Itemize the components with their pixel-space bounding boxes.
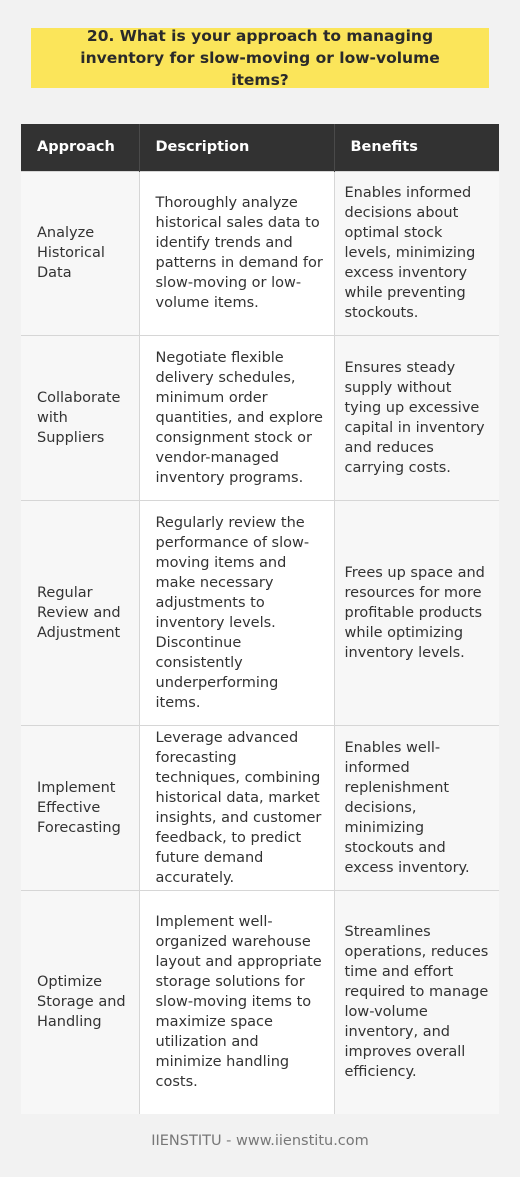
- table-row: [21, 171, 499, 335]
- description-cell: Leverage advanced forecasting techniques, combining historical data, market insights, and customer feedback, to predict future demand accurately.: [139, 725, 334, 890]
- approach-cell: Regular Review and Adjustment: [21, 500, 139, 725]
- approach-table: [21, 124, 499, 1114]
- benefits-cell: Enables informed decisions about optimal stock levels, minimizing excess inventory while preventing stockouts.: [334, 171, 499, 335]
- table-header-row: [21, 124, 499, 171]
- benefits-cell: Enables well-informed replenishment decisions, minimizing stockouts and excess inventory.: [334, 725, 499, 890]
- table-row: [21, 725, 499, 890]
- header-benefits: Benefits: [334, 124, 499, 171]
- approach-cell: Analyze Historical Data: [21, 171, 139, 335]
- approach-cell: Implement Effective Forecasting: [21, 725, 139, 890]
- table-row: [21, 500, 499, 725]
- header-description: Description: [139, 124, 334, 171]
- approach-cell: Collaborate with Suppliers: [21, 335, 139, 500]
- description-cell: Regularly review the performance of slow-moving items and make necessary adjustments to inventory levels. Discontinue consistently underperforming items.: [139, 500, 334, 725]
- benefits-cell: Ensures steady supply without tying up excessive capital in inventory and reduces carrying costs.: [334, 335, 499, 500]
- description-cell: Negotiate flexible delivery schedules, minimum order quantities, and explore consignment stock or vendor-managed inventory programs.: [139, 335, 334, 500]
- description-cell: Implement well-organized warehouse layout and appropriate storage solutions for slow-moving items to maximize space utilization and minimize handling costs.: [139, 890, 334, 1114]
- description-cell: Thoroughly analyze historical sales data to identify trends and patterns in demand for slow-moving or low-volume items.: [139, 171, 334, 335]
- header-approach: Approach: [21, 124, 139, 171]
- benefits-cell: Streamlines operations, reduces time and effort required to manage low-volume inventory, and improves overall efficiency.: [334, 890, 499, 1114]
- footer-credit: IIENSTITU - www.iienstitu.com: [151, 1133, 369, 1149]
- table-row: [21, 335, 499, 500]
- table-row: [21, 890, 499, 1114]
- title-banner: [31, 28, 489, 88]
- approach-cell: Optimize Storage and Handling: [21, 890, 139, 1114]
- benefits-cell: Frees up space and resources for more profitable products while optimizing inventory levels.: [334, 500, 499, 725]
- page-title: 20. What is your approach to managing inventory for slow-moving or low-volume items?: [80, 27, 440, 89]
